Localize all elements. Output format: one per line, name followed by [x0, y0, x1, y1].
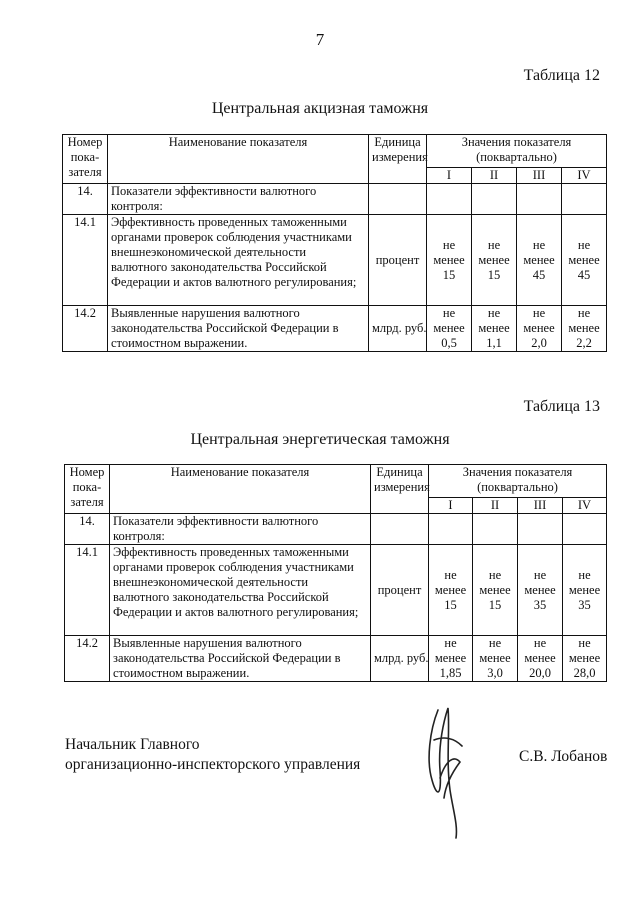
- row-value: не менее 0,5: [427, 306, 472, 352]
- quarter-header: IV: [562, 168, 607, 184]
- table-12-label: Таблица 12: [523, 67, 600, 84]
- row-number: 14.2: [65, 636, 110, 682]
- table-row: [65, 636, 607, 682]
- quarter-header: II: [473, 498, 518, 514]
- row-value: не менее 3,0: [473, 636, 518, 682]
- table-row: [63, 184, 607, 215]
- row-value: [562, 184, 607, 215]
- quarter-header: I: [427, 168, 472, 184]
- row-value: не менее 1,85: [429, 636, 473, 682]
- row-value: не менее 35: [518, 545, 563, 636]
- table-row: [63, 215, 607, 306]
- header-values: Значения показателя (поквартально): [427, 135, 607, 168]
- row-unit: млрд. руб.: [369, 306, 427, 352]
- row-value: [429, 514, 473, 545]
- table-row: [65, 514, 607, 545]
- signatory-position: Начальник Главного организационно-инспекторского управления: [65, 736, 361, 773]
- row-name: Показатели эффективности валютного контроля:: [110, 514, 371, 545]
- row-unit: процент: [371, 545, 429, 636]
- indicators-table-13: [64, 464, 607, 682]
- row-number: 14.: [65, 514, 110, 545]
- header-values: Значения показателя (поквартально): [429, 465, 607, 498]
- row-value: [563, 514, 607, 545]
- row-value: не менее 20,0: [518, 636, 563, 682]
- header-unit: Единица измерения: [369, 135, 427, 184]
- row-number: 14.1: [65, 545, 110, 636]
- row-value: не менее 15: [427, 215, 472, 306]
- row-number: 14.2: [63, 306, 108, 352]
- row-value: не менее 45: [517, 215, 562, 306]
- row-number: 14.1: [63, 215, 108, 306]
- table-row: [65, 545, 607, 636]
- header-number: Номер пока- зателя: [63, 135, 108, 184]
- row-value: не менее 1,1: [472, 306, 517, 352]
- quarter-header: IV: [563, 498, 607, 514]
- row-value: не менее 15: [472, 215, 517, 306]
- row-unit: процент: [369, 215, 427, 306]
- row-name: Эффективность проведенных таможенными органами проверок соблюдения участниками внешнеэкономической деятельности валютного законодательства Российской Федерации и актов валютного регулирования;: [108, 215, 369, 306]
- row-value: [518, 514, 563, 545]
- quarter-header: I: [429, 498, 473, 514]
- header-unit: Единица измерения: [371, 465, 429, 514]
- row-value: [472, 184, 517, 215]
- quarter-header: III: [517, 168, 562, 184]
- row-value: не менее 35: [563, 545, 607, 636]
- row-value: [517, 184, 562, 215]
- row-unit: [369, 184, 427, 215]
- quarter-header: II: [472, 168, 517, 184]
- row-value: не менее 15: [473, 545, 518, 636]
- table-13-label: Таблица 13: [523, 398, 600, 415]
- table-13-customs-title: Центральная энергетическая таможня: [190, 431, 450, 448]
- table-12-customs-title: Центральная акцизная таможня: [211, 100, 429, 117]
- header-row: [63, 135, 607, 168]
- row-unit: млрд. руб.: [371, 636, 429, 682]
- row-name: Эффективность проведенных таможенными органами проверок соблюдения участниками внешнеэкономической деятельности валютного законодательства Российской Федерации и актов валютного регулирования;: [110, 545, 371, 636]
- page-number: 7: [315, 30, 325, 49]
- row-value: [427, 184, 472, 215]
- signatory-name: С.В. Лобанов: [519, 748, 608, 765]
- row-value: не менее 45: [562, 215, 607, 306]
- row-name: Выявленные нарушения валютного законодательства Российской Федерации в стоимостном выражении.: [110, 636, 371, 682]
- handwritten-signature: [420, 700, 470, 840]
- quarter-header: III: [518, 498, 563, 514]
- row-unit: [371, 514, 429, 545]
- row-value: [473, 514, 518, 545]
- header-number: Номер пока- зателя: [65, 465, 110, 514]
- row-value: не менее 15: [429, 545, 473, 636]
- table-row: [63, 306, 607, 352]
- row-number: 14.: [63, 184, 108, 215]
- header-name: Наименование показателя: [110, 465, 371, 514]
- row-value: не менее 28,0: [563, 636, 607, 682]
- header-row: [65, 465, 607, 498]
- indicators-table-12: [62, 134, 607, 352]
- row-name: Показатели эффективности валютного контроля:: [108, 184, 369, 215]
- row-value: не менее 2,2: [562, 306, 607, 352]
- header-name: Наименование показателя: [108, 135, 369, 184]
- row-name: Выявленные нарушения валютного законодательства Российской Федерации в стоимостном выражении.: [108, 306, 369, 352]
- row-value: не менее 2,0: [517, 306, 562, 352]
